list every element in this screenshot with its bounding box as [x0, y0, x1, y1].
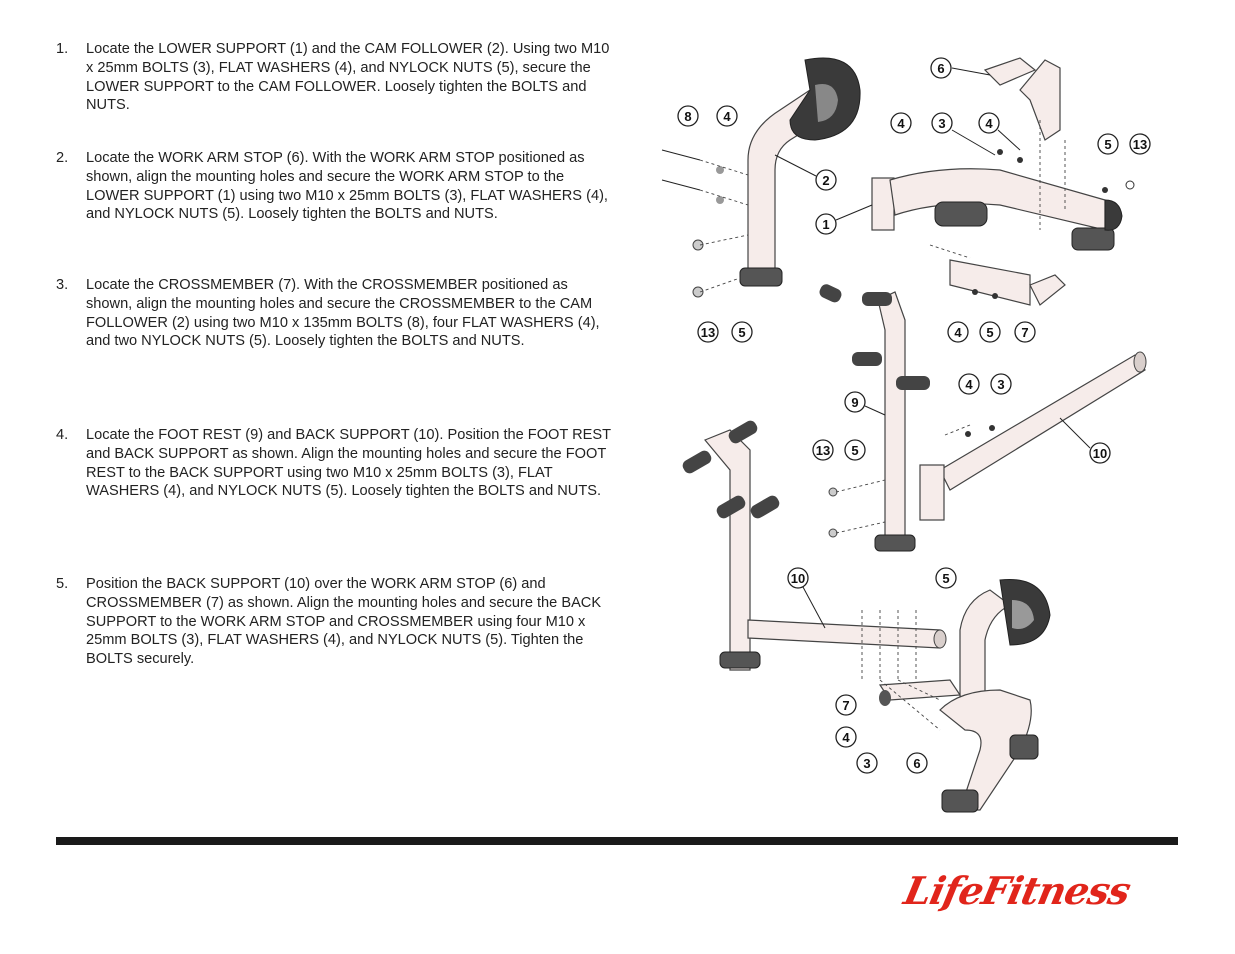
step-5 — [56, 575, 616, 669]
callout-6: 6 — [937, 61, 945, 76]
callout-5: 5 — [942, 571, 950, 586]
callout-5: 5 — [986, 325, 994, 340]
assembly-diagram — [640, 30, 1180, 830]
step-number: 4. — [56, 427, 69, 443]
callout-13: 13 — [815, 443, 831, 458]
callout-3: 3 — [997, 377, 1005, 392]
callout-5: 5 — [851, 443, 859, 458]
step-1 — [56, 40, 616, 115]
step-text: Position the BACK SUPPORT (10) over the WORK ARM STOP (6) and CROSSMEMBER (7) as shown. Align the mounting holes and secure the BACK SUPPORT to the WORK ARM STOP and CROSSMEMBER using four M10 x 25mm BOLTS (3), FLAT WASHERS (4), and NYLOCK NUTS (5). Tighten the BOLTS securely. — [86, 576, 602, 668]
diagram-step-4 — [815, 282, 1146, 551]
callout-4: 4 — [723, 109, 731, 124]
callout-7: 7 — [842, 698, 850, 713]
callout-4: 4 — [897, 116, 905, 131]
callout-4: 4 — [965, 377, 973, 392]
callout-5: 5 — [1104, 137, 1112, 152]
step-text: Locate the WORK ARM STOP (6). With the WORK ARM STOP positioned as shown, align the mounting holes and secure the WORK ARM STOP to the LOWER SUPPORT (1) using two M10 x 25mm BOLTS (3), FLAT WASHERS (4), and NYLOCK NUTS (5). Loosely tighten the BOLTS and NUTS. — [86, 150, 608, 223]
callout-13: 13 — [1132, 137, 1148, 152]
diagram-step-1-3 — [662, 58, 1134, 305]
step-3 — [56, 276, 616, 351]
callout-4: 4 — [954, 325, 962, 340]
callout-6: 6 — [913, 756, 921, 771]
life-fitness-logo — [900, 866, 1180, 926]
callout-3: 3 — [938, 116, 946, 131]
callout-4: 4 — [985, 116, 993, 131]
callout-9: 9 — [851, 395, 859, 410]
callout-13: 13 — [700, 325, 716, 340]
callout-5: 5 — [738, 325, 746, 340]
step-number: 5. — [56, 576, 69, 592]
step-text: Locate the CROSSMEMBER (7). With the CROSSMEMBER positioned as shown, align the mounting holes and secure the CROSSMEMBER to the CAM FOLLOWER (2) using two M10 x 135mm BOLTS (8), four FLAT WASHERS (4), and two NYLOCK NUTS (5). Loosely tighten the BOLTS and NUTS. — [86, 277, 600, 350]
callout-4: 4 — [842, 730, 850, 745]
callout-8: 8 — [684, 109, 692, 124]
step-4 — [56, 426, 616, 501]
step-2 — [56, 149, 616, 224]
footer-rule — [56, 837, 1178, 845]
step-number: 1. — [56, 41, 69, 57]
logo-text: LifeFitness — [900, 868, 1135, 913]
callout-3: 3 — [863, 756, 871, 771]
step-text: Locate the LOWER SUPPORT (1) and the CAM FOLLOWER (2). Using two M10 x 25mm BOLTS (3), FLAT WASHERS (4), and NYLOCK NUTS (5), secure the LOWER SUPPORT to the CAM FOLLOWER. Loosely tighten the BOLTS and NUTS. — [86, 41, 610, 114]
step-number: 3. — [56, 277, 69, 293]
callout-10: 10 — [1092, 446, 1108, 461]
callout-7: 7 — [1021, 325, 1029, 340]
callout-2: 2 — [822, 173, 830, 188]
step-number: 2. — [56, 150, 69, 166]
callout-10: 10 — [790, 571, 806, 586]
callout-1: 1 — [822, 217, 830, 232]
step-text: Locate the FOOT REST (9) and BACK SUPPORT (10). Position the FOOT REST and BACK SUPPORT as shown. Align the mounting holes and secure the FOOT REST to the BACK SUPPORT using two M10 x 25mm BOLTS (3), FLAT WASHERS (4), and NYLOCK NUTS (5). Loosely tighten the BOLTS and NUTS. — [86, 427, 611, 500]
